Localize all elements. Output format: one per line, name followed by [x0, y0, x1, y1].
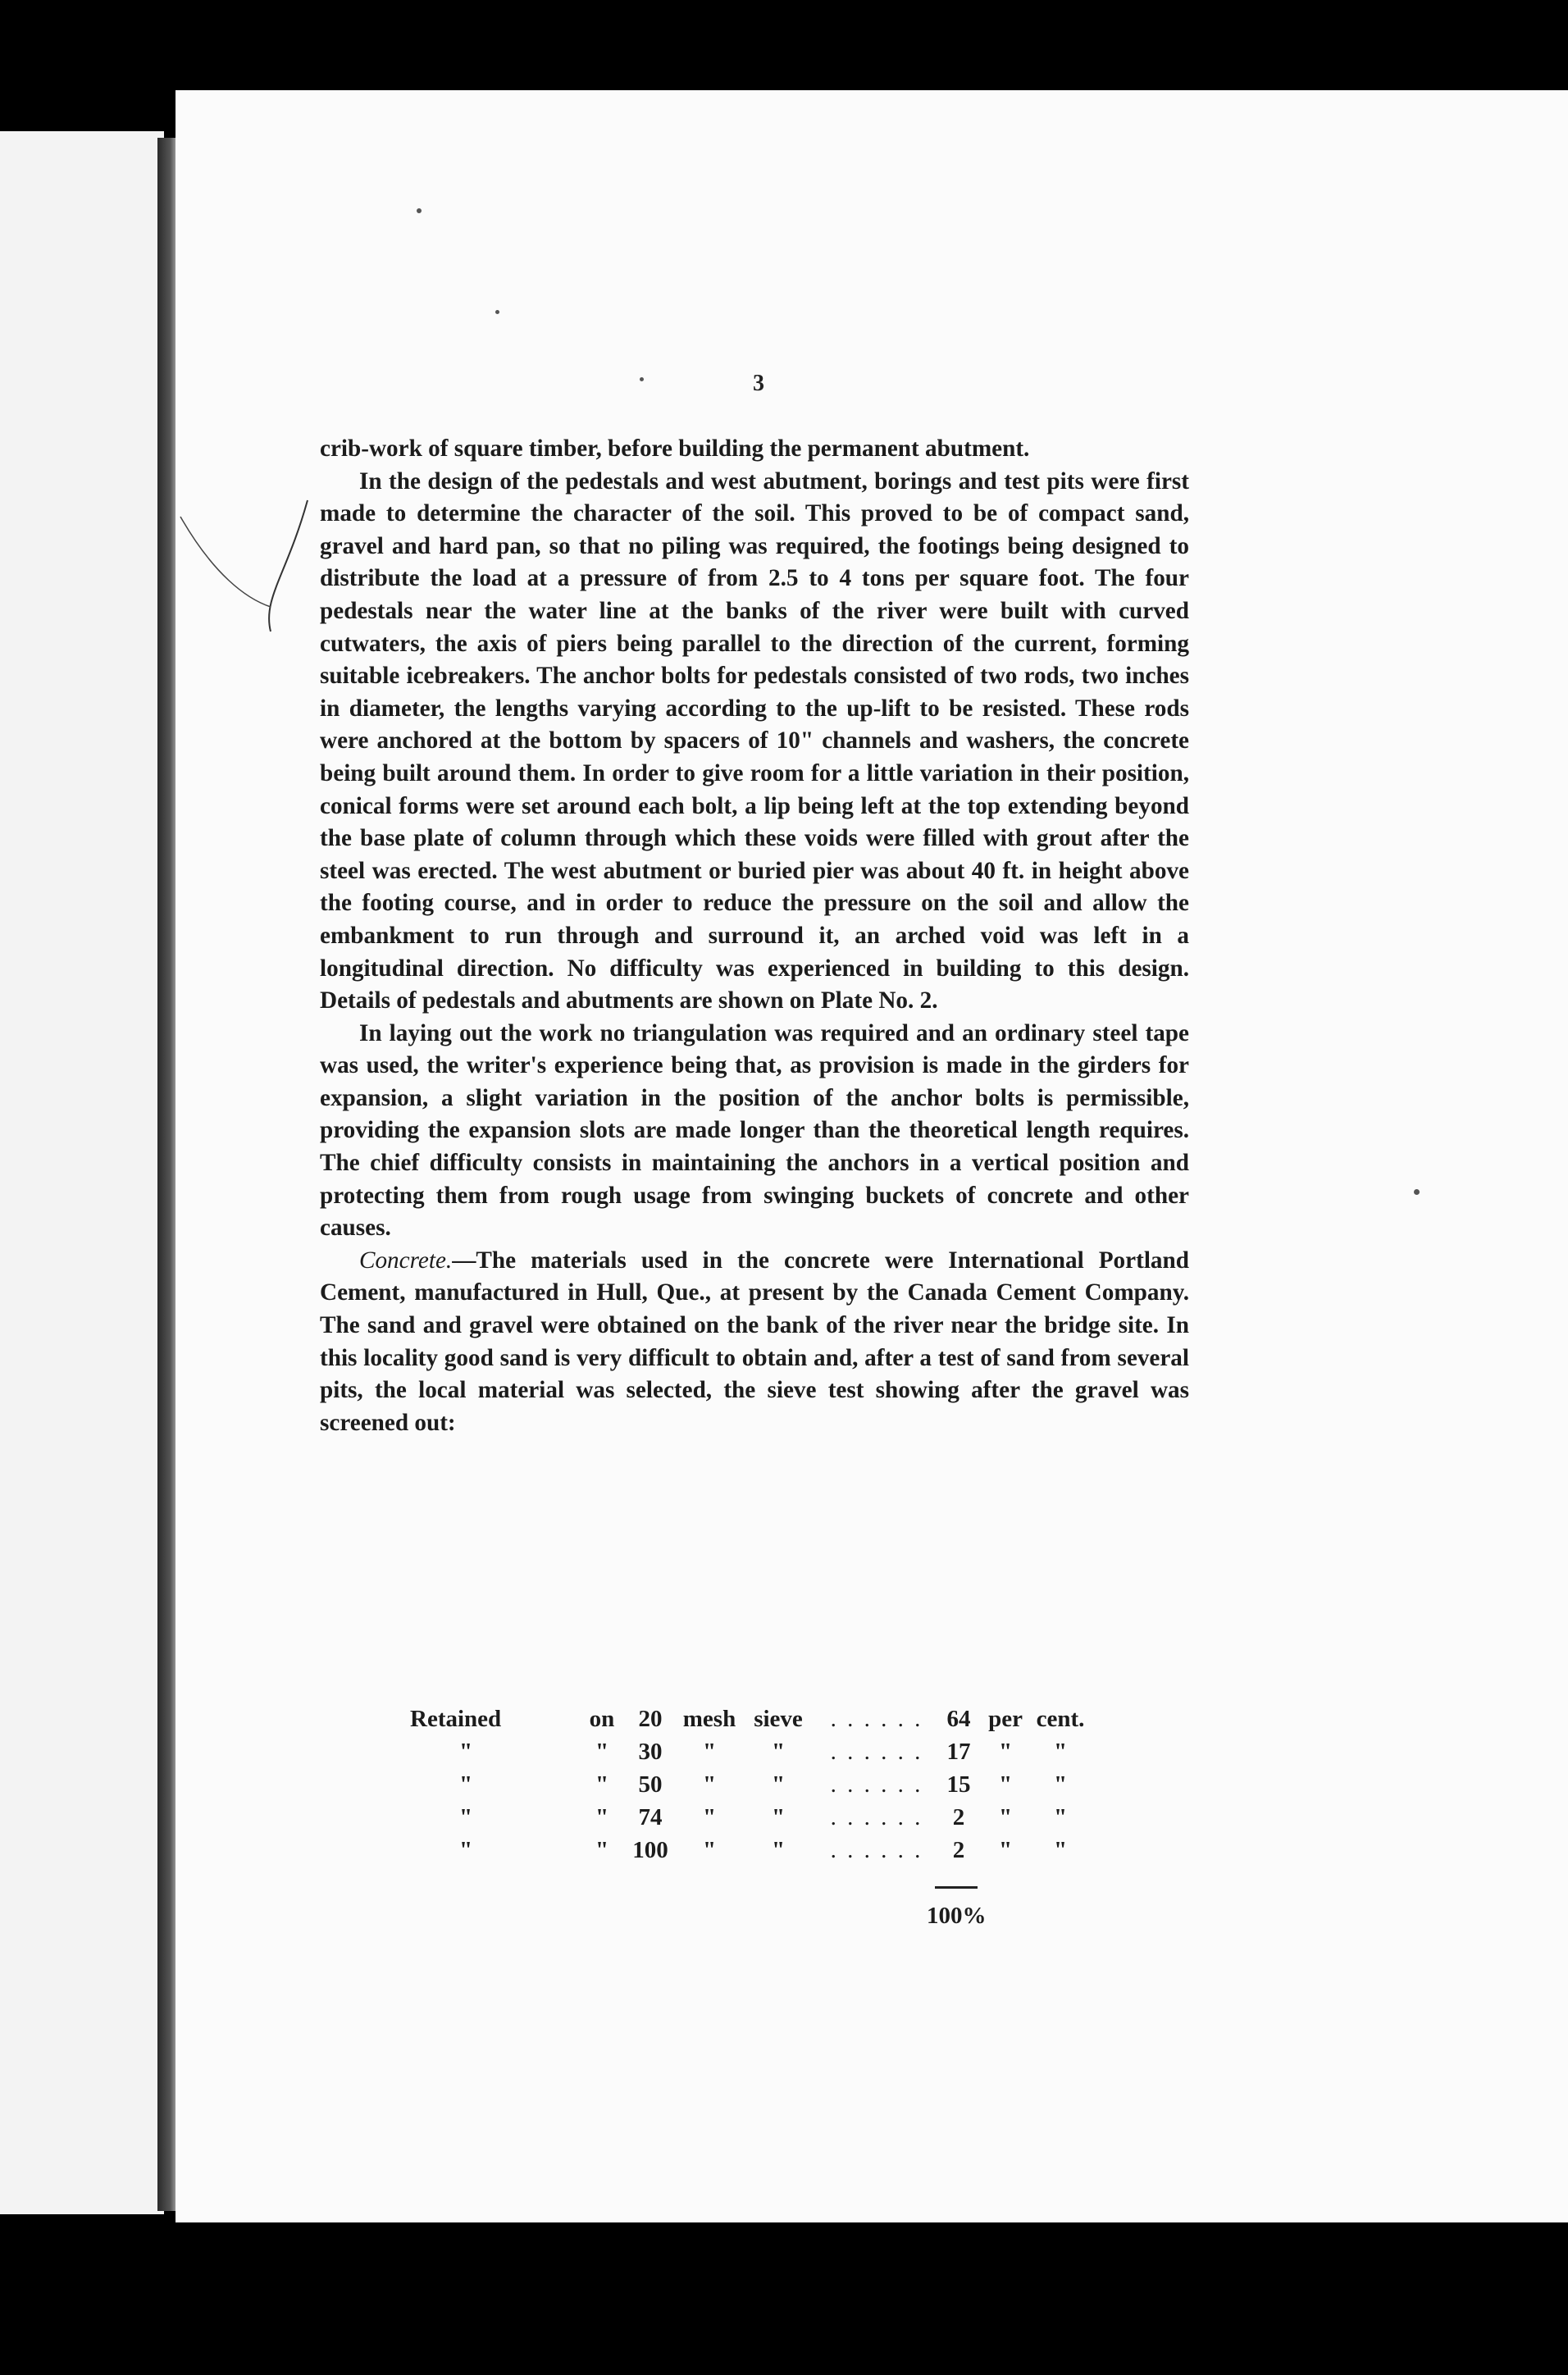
- leader-dots: . . . . . .: [830, 1803, 923, 1830]
- paragraph: In laying out the work no triangulation was required and an ordinary steel tape was used, the writer's experience being that, as provision is made in the girders for expansion, a slight variation in the position of the anchor bolts is permissible, providing the expansion slots are made longer than the theoretical length requires. The chief difficulty consists in maintaining the anchors in a vertical position and protecting them from rough usage from swinging buckets of concrete and other causes.: [320, 1019, 1189, 1242]
- on-cell: on: [589, 1705, 615, 1732]
- scan-speck: [1414, 1189, 1420, 1195]
- cent-cell: cent.: [1036, 1705, 1085, 1732]
- on-cell: ": [595, 1771, 609, 1798]
- leader-dots: . . . . . .: [830, 1836, 923, 1863]
- on-cell: ": [595, 1836, 609, 1863]
- per-cell: ": [998, 1836, 1013, 1863]
- table-row: [410, 1768, 1089, 1801]
- row-label: ": [459, 1836, 473, 1863]
- paragraph-text: —The materials used in the concrete were International Portland Cement, manufactured in Hull, Que., at present by the Canada Cement Company. The sand and gravel were obtained on the bank of the river near the bridge site. In this locality good sand is very difficult to obtain and, after a test of sand from several pits, the local material was selected, the sieve test showing after the gravel was screened out:: [320, 1247, 1189, 1436]
- concrete-paragraph: [320, 1245, 1189, 1440]
- paragraph: crib-work of square timber, before building the permanent abutment.: [320, 435, 1030, 462]
- body-text: [320, 433, 1189, 1439]
- row-label: ": [459, 1738, 473, 1765]
- mesh-cell: ": [702, 1771, 717, 1798]
- mesh-cell: ": [702, 1836, 717, 1863]
- scan-speck: [417, 208, 422, 213]
- on-cell: ": [595, 1803, 609, 1830]
- per-cell: ": [998, 1803, 1013, 1830]
- sieve-cell: sieve: [754, 1705, 803, 1732]
- pencil-annotation-mark: [164, 476, 328, 640]
- leader-dots: . . . . . .: [830, 1771, 923, 1798]
- leader-dots: . . . . . .: [830, 1738, 923, 1765]
- mesh-cell: mesh: [682, 1705, 736, 1732]
- page-number: 3: [753, 371, 764, 396]
- section-heading: Concrete.: [359, 1247, 453, 1274]
- row-label: ": [459, 1803, 473, 1830]
- percent-value: 2: [952, 1803, 965, 1830]
- table-row: [410, 1834, 1089, 1867]
- percent-total: 100%: [927, 1903, 987, 1929]
- paragraph: In the design of the pedestals and west abutment, borings and test pits were first made to determine the character of the soil. This proved to be of compact sand, gravel and hard pan, so that no piling was required, the footings being designed to distribute the load at a pressure of from 2.5 to 4 tons per square foot. The four pedestals near the water line at the banks of the river were built with curved cutwaters, the axis of piers being parallel to the direction of the current, forming suitable icebreakers. The anchor bolts for pedestals consisted of two rods, two inches in diameter, the lengths varying according to the up-lift to be resisted. These rods were anchored at the bottom by spacers of 10" channels and washers, the concrete being built around them. In order to give room for a little variation in their position, conical forms were set around each bolt, a lip being left at the top extending beyond the base plate of column through which these voids were filled with grout after the steel was erected. The west abutment or buried pier was about 40 ft. in height above the footing course, and in order to reduce the pressure on the soil and allow the embankment to run through and surround it, an arched void was left in a longitudinal direction. No difficulty was experienced in building to this design. Details of pedestals and abutments are shown on Plate No. 2.: [320, 467, 1189, 1014]
- mesh-size: 30: [638, 1738, 663, 1765]
- mesh-size: 74: [638, 1803, 663, 1830]
- on-cell: ": [595, 1738, 609, 1765]
- sieve-cell: ": [771, 1738, 786, 1765]
- per-cell: per: [988, 1705, 1023, 1732]
- per-cell: ": [998, 1738, 1013, 1765]
- row-label: ": [459, 1771, 473, 1798]
- cent-cell: ": [1053, 1836, 1068, 1863]
- sieve-test-table: [410, 1703, 1089, 1867]
- percent-value: 15: [946, 1771, 971, 1798]
- mesh-cell: ": [702, 1738, 717, 1765]
- percent-value: 2: [952, 1836, 965, 1863]
- sieve-cell: ": [771, 1771, 786, 1798]
- table-row: [410, 1735, 1089, 1768]
- row-label: Retained: [410, 1705, 502, 1732]
- scan-speck: [495, 310, 499, 314]
- percent-value: 17: [946, 1738, 971, 1765]
- sieve-cell: ": [771, 1803, 786, 1830]
- sieve-cell: ": [771, 1836, 786, 1863]
- per-cell: ": [998, 1771, 1013, 1798]
- cent-cell: ": [1053, 1738, 1068, 1765]
- leader-dots: . . . . . .: [830, 1705, 923, 1732]
- table-row: [410, 1801, 1089, 1834]
- sum-rule: [935, 1886, 978, 1889]
- mesh-size: 50: [638, 1771, 663, 1798]
- mesh-size: 100: [632, 1836, 668, 1863]
- facing-page-edge: [0, 131, 164, 2214]
- cent-cell: ": [1053, 1803, 1068, 1830]
- scan-speck: [640, 377, 644, 381]
- mesh-cell: ": [702, 1803, 717, 1830]
- mesh-size: 20: [638, 1705, 663, 1732]
- table-row: [410, 1703, 1089, 1735]
- cent-cell: ": [1053, 1771, 1068, 1798]
- percent-value: 64: [946, 1705, 971, 1732]
